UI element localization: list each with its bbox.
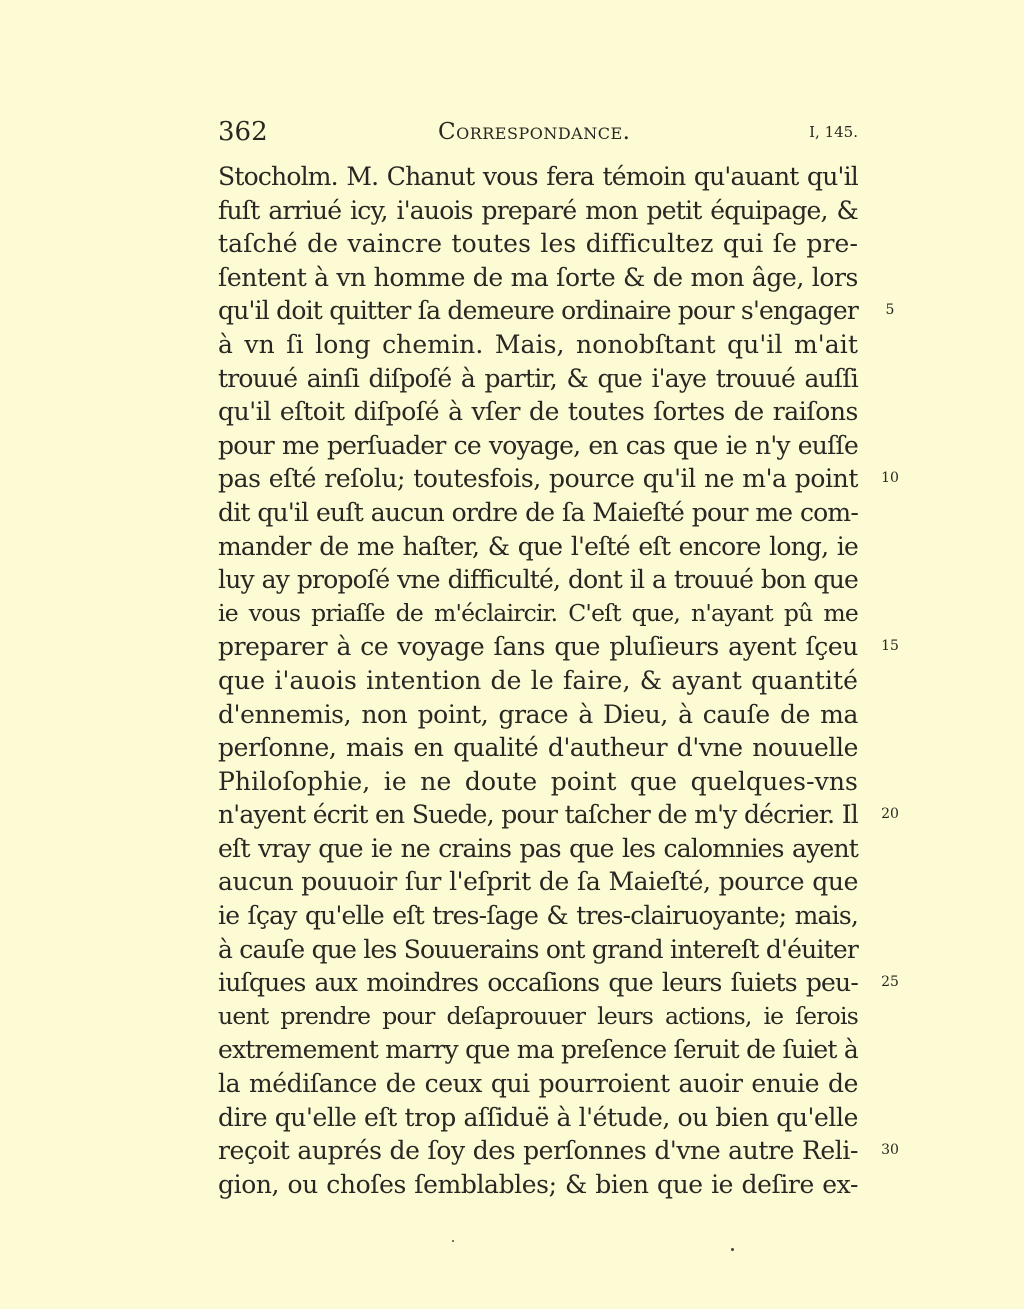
text-line: la médiſance de ceux qui pourroient auoir enuie de [218,1069,858,1099]
text-line: à vn ſi long chemin. Mais, nonobſtant qu'il m'ait [218,329,858,359]
running-title: Correspondance. [438,119,631,145]
text-line: perſonne, mais en qualité d'autheur d'vne nouuelle [218,733,858,763]
text-line: pour me perſuader ce voyage, en cas que ie n'y euſſe [218,430,858,460]
text-line: aucun pouuoir ſur l'eſprit de ſa Maieſté, pource que [218,867,858,897]
text-line: ſentent à vn homme de ma ſorte & de mon âge, lors [218,262,858,292]
text-line: qu'il eſtoit diſpoſé à vſer de toutes ſortes de raiſons [218,397,858,427]
text-line: que i'auois intention de le faire, & ayant quantité [218,665,858,695]
text-line: qu'il doit quitter ſa demeure ordinaire pour s'engager [218,296,858,326]
text-line: taſché de vaincre toutes les difficultez qui ſe pre- [218,229,858,259]
ink-speck [731,1248,734,1251]
text-line: à cauſe que les Souuerains ont grand intereſt d'éuiter [218,934,858,964]
margin-line-number: 5 [885,302,895,319]
text-line: gion, ou choſes ſemblables; & bien que ie deſire ex- [218,1169,858,1199]
text-line: uent prendre pour deſaprouuer leurs actions, ie ſerois [218,1001,858,1030]
text-line: n'ayent écrit en Suede, pour taſcher de m'y décrier. Il [218,800,858,830]
ink-speck [452,1240,454,1242]
text-line: iuſques aux moindres occaſions que leurs ſuiets peu- [218,968,858,998]
text-line: Stocholm. M. Chanut vous fera témoin qu'auant qu'il [218,162,858,191]
text-line: dire qu'elle eſt trop aſſiduë à l'étude, ou bien qu'elle [218,1102,858,1132]
text-line: mander de me haſter, & que l'eſté eſt encore long, ie [218,531,858,561]
text-line: extremement marry que ma preſence ſeruit de ſuiet à [218,1035,858,1065]
text-line: Philoſophie, ie ne doute point que quelques-vns [218,766,858,796]
page-number: 362 [218,117,268,147]
text-line: d'ennemis, non point, grace à Dieu, à cauſe de ma [218,699,858,729]
text-line: luy ay propoſé vne difficulté, dont il a trouué bon que [218,565,858,595]
text-line: eſt vray que ie ne crains pas que les calomnies ayent [218,833,858,863]
folio-reference: I, 145. [809,123,858,141]
text-line: trouué ainſi diſpoſé à partir, & que i'aye trouué auſſi [218,363,858,393]
margin-line-number: 15 [881,638,899,655]
text-line: preparer à ce voyage ſans que pluſieurs ayent ſçeu [218,632,858,662]
margin-line-number: 20 [881,806,899,823]
text-line: ie ſçay qu'elle eſt tres-ſage & tres-clairuoyante; mais, [218,901,858,931]
text-line: dit qu'il euſt aucun ordre de ſa Maieſté pour me com- [218,497,858,527]
text-line: pas eſté reſolu; toutesfois, pource qu'il ne m'a point [218,464,858,494]
margin-line-number: 30 [881,1142,899,1159]
margin-line-number: 25 [881,974,899,991]
text-line: fuſt arriué icy, i'auois preparé mon petit équipage, & [218,195,858,225]
text-line: ie vous priaſſe de m'éclaircir. C'eſt que, n'ayant pû me [218,598,858,627]
page-header [218,114,858,150]
margin-line-number: 10 [881,470,899,487]
body-text [218,160,858,1201]
text-line: reçoit auprés de ſoy des perſonnes d'vne autre Reli- [218,1136,858,1166]
